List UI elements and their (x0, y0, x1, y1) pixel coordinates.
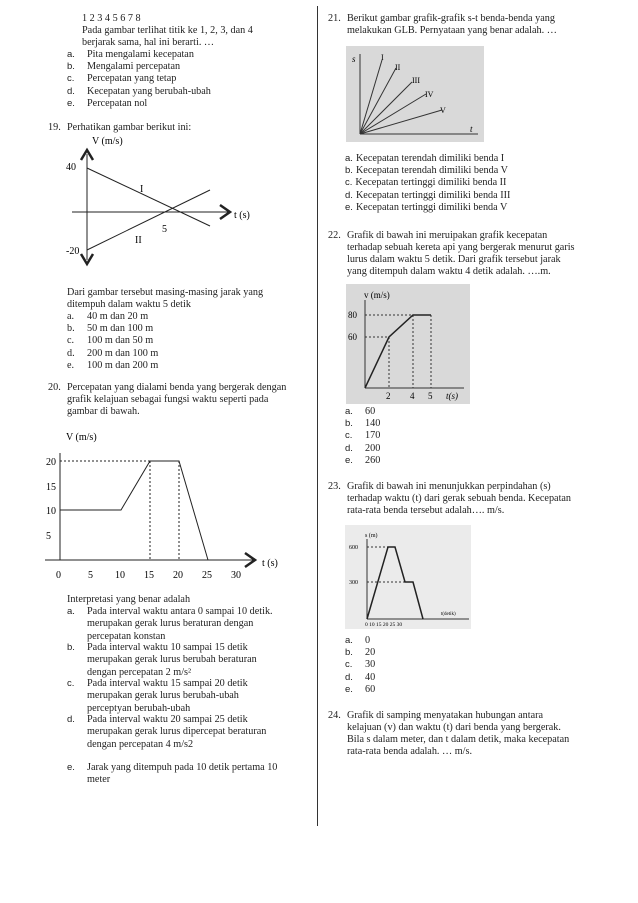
line-I-label: I (140, 184, 144, 195)
xtick-0: 0 (56, 570, 61, 581)
option-a[interactable]: a. Pada interval waktu antara 0 sampai 10 detik. merupakan gerak lurus beraturan dengan percepatan konstan (67, 606, 273, 642)
displacement-graph-photo (345, 525, 471, 629)
column-divider (317, 6, 318, 826)
q23-line1: Grafik di bawah ini menunjukkan perpindahan (s) (347, 481, 551, 492)
x-axis-label: t(s) (446, 391, 458, 401)
option-c[interactable]: c. Kecepatan tertinggi dimiliki benda II (345, 177, 507, 189)
y-axis-label: s (m) (365, 533, 378, 539)
xtick-25: 25 (202, 570, 212, 581)
x-axis-label: t(detik) (441, 612, 456, 617)
option-a[interactable]: a. Pita mengalami kecepatan (67, 49, 194, 60)
y-axis-label: v (m/s) (364, 290, 390, 300)
xtick-10: 10 (115, 570, 125, 581)
y-bottom-label: -20 (66, 246, 80, 257)
q22-line4: yang ditempuh dalam waktu 4 detik adalah. ….m. (347, 266, 551, 277)
ytick-600: 600 (349, 545, 358, 551)
xtick-4: 4 (410, 391, 415, 401)
y-top-label: 40 (66, 162, 76, 173)
option-b[interactable]: b. Pada interval waktu 10 sampai 15 detik merupakan gerak lurus berubah beraturan dengan percepatan 2 m/s² (67, 642, 257, 678)
option-d[interactable]: d. Kecepatan tertinggi dimiliki benda III (345, 189, 511, 201)
line-I (87, 168, 210, 226)
ytick-15: 15 (46, 482, 56, 493)
option-d[interactable]: d. Pada interval waktu 20 sampai 25 detik merupakan gerak lurus dipercepat beraturan dengan percepatan 4 m/s2 (67, 714, 267, 750)
option-e[interactable]: e. 60 (345, 683, 376, 695)
option-c[interactable]: c. Pada interval waktu 15 sampai 20 detik merupakan gerak lurus berubah-ubah perceptyan berubah-ubah (67, 678, 248, 714)
q22-line1: Grafik di bawah ini meruipakan grafik kecepatan (347, 230, 548, 241)
q22-line2: terhadap sebuah kereta api yang bergerak menurut garis (347, 242, 575, 253)
xtick-5: 5 (88, 570, 93, 581)
ytick-80: 80 (348, 310, 357, 320)
option-e[interactable]: e. 100 m dan 200 m (67, 359, 159, 371)
q18-options (67, 49, 211, 110)
q19-text2: ditempuh dalam waktu 5 detik (67, 299, 191, 310)
ytick-300: 300 (349, 580, 358, 586)
q20-options (67, 606, 297, 788)
line-I-label: I (381, 53, 384, 62)
q21-line2: melakukan GLB. Pernyataan yang benar adalah. … (347, 25, 557, 36)
displacement-graph-q23 (345, 525, 471, 629)
line-II (360, 68, 396, 134)
xtick-30: 30 (231, 570, 241, 581)
q24-line2: kelajuan (v) dan waktu (t) dari benda yang bergerak. (347, 722, 561, 733)
q23-line2: terhadap waktu (t) dari gerak sebuah benda. Kecepatan (347, 493, 572, 504)
option-b[interactable]: b. 140 (345, 418, 381, 430)
q21-options (345, 153, 510, 214)
q24-line4: rata-rata benda adalah. … m/s. (347, 746, 473, 757)
option-c[interactable]: c. 30 (345, 659, 376, 671)
option-a[interactable]: a. 0 (345, 635, 371, 646)
ytick-20: 20 (46, 457, 56, 468)
q24-line1: Grafik di samping menyatakan hubungan antara (347, 710, 544, 721)
q22-options (345, 406, 380, 467)
option-b[interactable]: b. Kecepatan terendah dimiliki benda V (345, 165, 508, 177)
option-b[interactable]: b. 50 m dan 100 m (67, 323, 154, 335)
x-mark-label: 5 (162, 224, 167, 235)
velocity-graph-q19 (60, 132, 260, 272)
option-e[interactable]: e. Jarak yang ditempuh pada 10 detik pertama 10 meter (67, 762, 278, 786)
line-II (87, 190, 210, 250)
q20-line3: gambar di bawah. (67, 406, 140, 417)
question-text: Perhatikan gambar berikut ini: (67, 122, 192, 133)
y-axis-label: V (m/s) (92, 136, 123, 147)
displacement-line (367, 547, 423, 619)
option-e[interactable]: e. Percepatan nol (67, 97, 148, 109)
option-a[interactable]: a. Kecepatan terendah dimiliki benda I (345, 153, 505, 164)
option-e[interactable]: e. Kecepatan tertinggi dimiliki benda V (345, 201, 508, 213)
q23-options (345, 635, 375, 696)
y-axis-label: s (352, 54, 356, 64)
velocity-graph-q20 (40, 428, 290, 584)
question-number: 23. (328, 481, 341, 492)
q24-line3: Bila s dalam meter, dan t dalam detik, maka kecepatan (347, 734, 570, 745)
velocity-line (60, 461, 208, 560)
ytick-5: 5 (46, 531, 51, 542)
x-axis-label: t (s) (234, 210, 250, 221)
option-c[interactable]: c. Percepatan yang tetap (67, 73, 177, 85)
ytick-10: 10 (46, 506, 56, 517)
x-axis-label: t (s) (262, 558, 278, 569)
q19-options (67, 311, 158, 372)
option-d[interactable]: d. 200 m dan 100 m (67, 347, 159, 359)
option-b[interactable]: b. 20 (345, 647, 376, 659)
xtick-5: 5 (428, 391, 433, 401)
q19-text1: Dari gambar tersebut masing-masing jarak yang (67, 287, 264, 298)
xtick-2: 2 (386, 391, 391, 401)
line-V-label: V (440, 106, 446, 115)
x-ticks: 0 10 15 20 25 30 (365, 622, 403, 628)
ytick-60: 60 (348, 332, 357, 342)
q21-line1: Berikut gambar grafik-grafik s-t benda-benda yang (347, 13, 555, 24)
dot-numbers: 1 2 3 4 5 6 7 8 (82, 13, 141, 24)
question-number: 20. (48, 382, 61, 393)
xtick-20: 20 (173, 570, 183, 581)
option-c[interactable]: c. 170 (345, 430, 381, 442)
question-number: 24. (328, 710, 341, 721)
question-number: 19. (48, 122, 61, 133)
line-III-label: III (412, 76, 420, 85)
line-II-label: II (395, 63, 401, 72)
question-number: 22. (328, 230, 341, 241)
option-e[interactable]: e. 260 (345, 454, 381, 466)
st-graph-q21 (346, 46, 484, 142)
q23-line3: rata-rata benda tersebut adalah…. m/s. (347, 505, 505, 516)
q18-line1: Pada gambar terlihat titik ke 1, 2, 3, dan 4 (82, 25, 253, 36)
option-d[interactable]: d. Kecepatan yang berubah-ubah (67, 85, 211, 97)
q20-intro: Interpretasi yang benar adalah (67, 594, 191, 605)
x-axis-label: t (470, 124, 473, 134)
q20-line2: grafik kelajuan sebagai fungsi waktu seperti pada (67, 394, 269, 405)
q22-line3: lurus dalam waktu 5 detik. Dari grafik tersebut jarak (347, 254, 561, 265)
option-a[interactable]: a. 40 m dan 20 m (67, 311, 149, 322)
xtick-15: 15 (144, 570, 154, 581)
q20-line1: Percepatan yang dialami benda yang bergerak dengan (67, 382, 287, 393)
st-graph-photo (346, 46, 484, 142)
velocity-line (365, 315, 431, 388)
y-axis-label: V (m/s) (66, 432, 97, 443)
option-d[interactable]: d. 40 (345, 671, 376, 683)
option-a[interactable]: a. 60 (345, 406, 376, 417)
velocity-graph-photo (346, 284, 470, 404)
velocity-graph-q22 (346, 284, 470, 404)
question-number: 21. (328, 13, 341, 24)
line-IV-label: IV (425, 90, 434, 99)
option-c[interactable]: c. 100 m dan 50 m (67, 335, 154, 347)
option-b[interactable]: b. Mengalami percepatan (67, 61, 181, 73)
q18-line2: berjarak sama, hal ini berarti. … (82, 37, 215, 48)
option-d[interactable]: d. 200 (345, 442, 381, 454)
line-II-label: II (135, 235, 142, 246)
